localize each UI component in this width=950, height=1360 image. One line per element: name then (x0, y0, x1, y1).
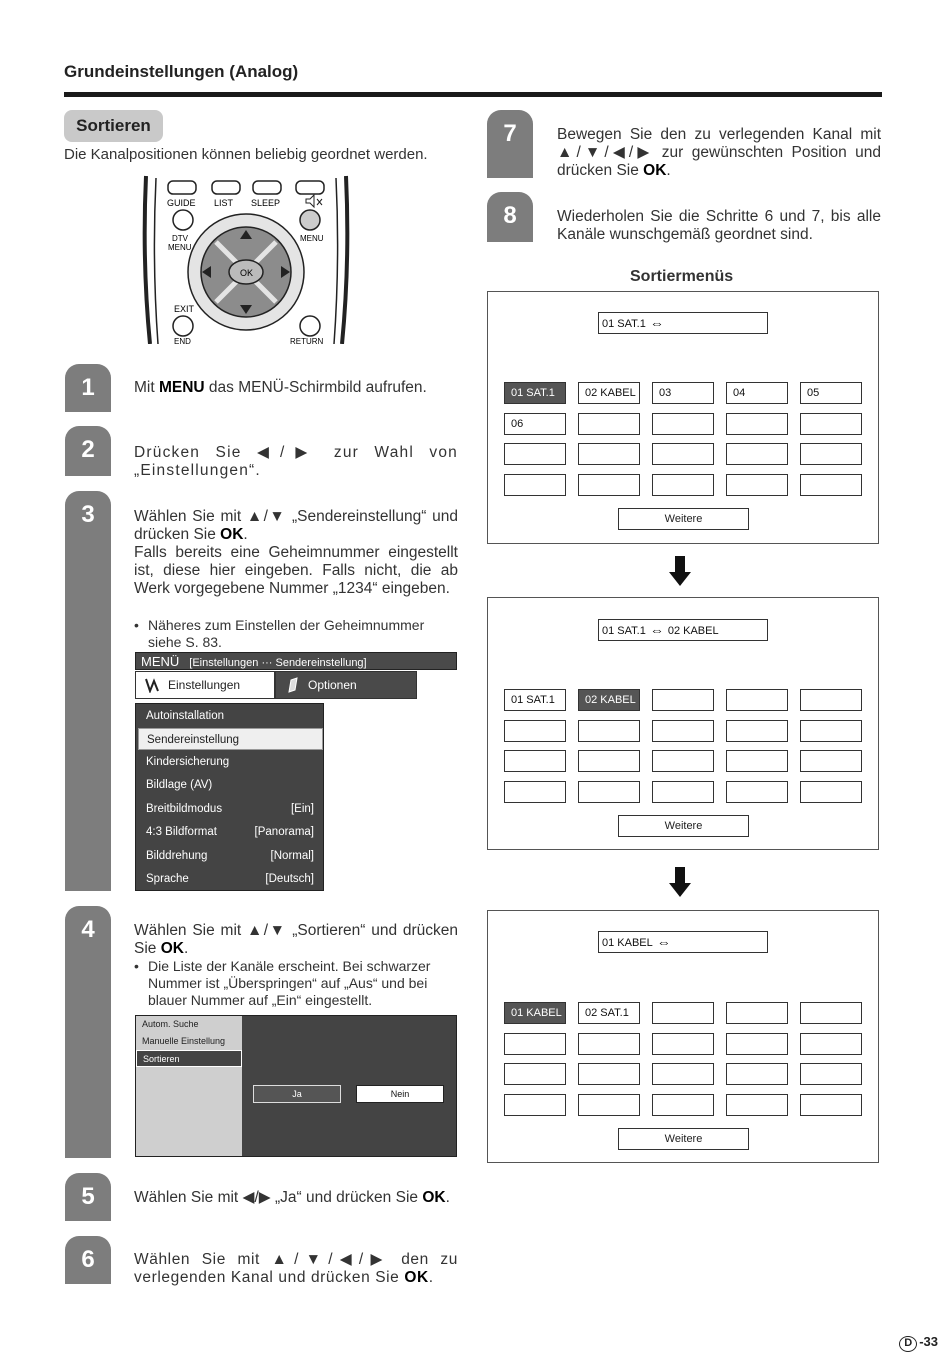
channel-slot[interactable] (800, 474, 862, 496)
step-8-text: Wiederholen Sie die Schritte 6 und 7, bis alle Kanäle wunschgemäß geordnet sind. (557, 208, 881, 243)
step-tab-6: 6 (65, 1236, 111, 1284)
bullet-dot: • (134, 617, 139, 633)
channel-slot[interactable] (652, 443, 714, 465)
channel-slot[interactable] (652, 750, 714, 772)
step-tab-1: 1 (65, 364, 111, 412)
menu-item-sendereinstellung[interactable]: Sendereinstellung (138, 728, 323, 750)
channel-slot[interactable]: 01 SAT.1 (504, 382, 566, 404)
swap-arrow-icon: ⇔ (656, 934, 671, 950)
sort-item-autom-suche[interactable]: Autom. Suche (136, 1016, 242, 1033)
swap-arrow-icon: ⇔ (649, 315, 664, 331)
step-tab-5: 5 (65, 1173, 111, 1221)
tab-optionen[interactable]: Optionen (275, 671, 417, 699)
channel-slot[interactable] (726, 689, 788, 711)
panel-3-header: 01 KABEL ⇔ (598, 931, 768, 953)
channel-slot[interactable] (726, 1033, 788, 1055)
step-2-text: Drücken Sie ◀/▶ zur Wahl von „Einstellungen“. (134, 444, 458, 479)
header-rule (64, 92, 882, 97)
no-button[interactable]: Nein (356, 1085, 444, 1103)
channel-slot[interactable] (578, 413, 640, 435)
menu-item-breitbildmodus[interactable]: Breitbildmodus [Ein] (146, 803, 314, 815)
menu-breadcrumb-bar (135, 652, 457, 670)
channel-slot[interactable] (726, 1002, 788, 1024)
channel-slot[interactable] (800, 689, 862, 711)
channel-slot[interactable] (726, 474, 788, 496)
channel-slot[interactable] (578, 443, 640, 465)
step-6-text: Wählen Sie mit ▲/▼/◀/▶ den zu verlegenden Kanal und drücken Sie OK. (134, 1251, 458, 1286)
channel-slot[interactable] (652, 1033, 714, 1055)
channel-slot[interactable] (800, 443, 862, 465)
step-4-bullet: Die Liste der Kanäle erscheint. Bei schwarzer Nummer ist „Überspringen“ auf „Aus“ und bei blauer Nummer auf „Ein“ eingestellt. (148, 958, 431, 1008)
remote-guide-label: GUIDE (167, 198, 196, 208)
remote-exit-label: EXIT (174, 304, 195, 314)
channel-slot[interactable] (652, 474, 714, 496)
channel-slot[interactable]: 04 (726, 382, 788, 404)
channel-slot[interactable] (726, 1063, 788, 1085)
step-3-paragraph: Falls bereits eine Geheimnummer eingestellt ist, diese hier eingeben. Falls nicht, die ab Werk vorgegebene Nummer „1234“ eingeben. (134, 544, 458, 597)
channel-slot[interactable] (652, 781, 714, 803)
channel-slot[interactable] (504, 1063, 566, 1085)
remote-sleep-label: SLEEP (251, 198, 281, 208)
step-tab-8: 8 (487, 192, 533, 242)
step-7-text: Bewegen Sie den zu verlegenden Kanal mit ▲/▼/◀/▶ zur gewünschten Position und drücken Sie OK. (557, 126, 881, 179)
bullet-dot: • (134, 958, 139, 974)
step-tab-3: 3 (65, 491, 111, 891)
channel-slot[interactable]: 01 SAT.1 (504, 689, 566, 711)
remote-control-illustration (140, 172, 352, 344)
channel-slot[interactable] (726, 750, 788, 772)
menu-bar-path: [Einstellungen ··· Sendereinstellung] (189, 657, 367, 669)
step-4-text: Wählen Sie mit ▲/▼ „Sortieren“ und drücken Sie OK. (134, 922, 458, 957)
tab-einstellungen[interactable]: Einstellungen (135, 671, 275, 699)
channel-slot[interactable] (504, 750, 566, 772)
channel-slot[interactable] (726, 1094, 788, 1116)
channel-slot[interactable] (726, 781, 788, 803)
panel-1-header: 01 SAT.1 ⇔ (598, 312, 768, 334)
remote-return-label: RETURN (290, 337, 324, 344)
sort-menus-title: Sortiermenüs (630, 268, 734, 285)
region-badge: D (899, 1336, 917, 1352)
weitere-button[interactable]: Weitere (618, 815, 749, 837)
options-pen-icon (286, 677, 300, 693)
remote-end-label: END (174, 337, 191, 344)
remote-menu-label: MENU (300, 234, 324, 243)
down-arrow-icon (669, 867, 691, 897)
channel-slot[interactable] (652, 1002, 714, 1024)
menu-item-kindersicherung[interactable]: Kindersicherung (146, 756, 230, 768)
channel-slot[interactable] (504, 720, 566, 742)
menu-item-sprache[interactable]: Sprache [Deutsch] (146, 873, 314, 885)
channel-slot[interactable] (800, 413, 862, 435)
sort-item-sortieren[interactable]: Sortieren (136, 1050, 242, 1067)
remote-list-label: LIST (214, 198, 234, 208)
channel-slot[interactable] (652, 1094, 714, 1116)
channel-slot[interactable] (578, 720, 640, 742)
channel-slot[interactable] (800, 781, 862, 803)
channel-slot[interactable] (800, 1063, 862, 1085)
menu-item-autoinstallation[interactable]: Autoinstallation (146, 710, 224, 722)
menu-item-bildformat[interactable]: 4:3 Bildformat [Panorama] (146, 826, 314, 838)
channel-slot[interactable] (726, 720, 788, 742)
step-3-text: Wählen Sie mit ▲/▼ „Sendereinstellung“ und drücken Sie OK. (134, 508, 458, 543)
sort-item-manuelle-einstellung[interactable]: Manuelle Einstellung (136, 1033, 242, 1050)
step-tab-2: 2 (65, 426, 111, 476)
menu-bar-label: MENÜ (141, 654, 180, 669)
settings-menu-list (135, 703, 324, 891)
step-3-bullet: Näheres zum Einstellen der Geheimnummer siehe S. 83. (148, 617, 425, 650)
channel-slot[interactable]: 02 SAT.1 (578, 1002, 640, 1024)
channel-slot[interactable] (800, 1094, 862, 1116)
channel-slot[interactable]: 02 KABEL (578, 382, 640, 404)
channel-slot[interactable] (504, 781, 566, 803)
channel-slot[interactable] (652, 413, 714, 435)
settings-tools-icon (144, 677, 162, 693)
yes-button[interactable]: Ja (253, 1085, 341, 1103)
page-title: Grundeinstellungen (Analog) (64, 62, 299, 81)
weitere-button[interactable]: Weitere (618, 508, 749, 530)
remote-dtv-menu-label: MENU (168, 243, 192, 252)
step-tab-4: 4 (65, 906, 111, 1158)
channel-slot[interactable]: 01 KABEL (504, 1002, 566, 1024)
channel-slot[interactable] (504, 443, 566, 465)
menu-item-bildlage[interactable]: Bildlage (AV) (146, 779, 213, 791)
channel-slot[interactable] (578, 1033, 640, 1055)
channel-slot[interactable] (504, 474, 566, 496)
channel-slot[interactable] (800, 1002, 862, 1024)
remote-ok-label: OK (240, 268, 254, 278)
step-5-text: Wählen Sie mit ◀/▶ „Ja“ und drücken Sie OK. (134, 1189, 450, 1206)
page-number: D -33 (899, 1334, 938, 1352)
channel-slot[interactable] (578, 1063, 640, 1085)
channel-slot[interactable] (504, 1094, 566, 1116)
channel-slot[interactable]: 02 KABEL (578, 689, 640, 711)
channel-slot[interactable] (578, 781, 640, 803)
channel-slot[interactable] (652, 720, 714, 742)
remote-dtv-label: DTV (172, 234, 188, 243)
menu-item-bilddrehung[interactable]: Bilddrehung [Normal] (146, 850, 314, 862)
channel-slot[interactable] (800, 1033, 862, 1055)
section-intro: Die Kanalpositionen können beliebig geordnet werden. (64, 146, 428, 163)
panel-2-header: 01 SAT.1 ⇔ 02 KABEL (598, 619, 768, 641)
step-1-text: Mit MENU das MENÜ-Schirmbild aufrufen. (134, 379, 427, 396)
swap-arrow-icon: ⇔ (649, 622, 664, 638)
channel-slot[interactable] (800, 720, 862, 742)
channel-slot[interactable] (800, 750, 862, 772)
step-tab-7: 7 (487, 110, 533, 178)
channel-slot[interactable] (726, 413, 788, 435)
channel-slot[interactable]: 03 (652, 382, 714, 404)
channel-slot[interactable]: 05 (800, 382, 862, 404)
down-arrow-icon (669, 556, 691, 586)
weitere-button[interactable]: Weitere (618, 1128, 749, 1150)
channel-slot[interactable] (726, 443, 788, 465)
channel-slot[interactable] (578, 750, 640, 772)
section-title: Sortieren (64, 110, 163, 142)
channel-slot[interactable] (578, 1094, 640, 1116)
channel-slot[interactable] (578, 474, 640, 496)
channel-slot[interactable]: 06 (504, 413, 566, 435)
channel-slot[interactable] (652, 1063, 714, 1085)
channel-slot[interactable] (652, 689, 714, 711)
channel-slot[interactable] (504, 1033, 566, 1055)
